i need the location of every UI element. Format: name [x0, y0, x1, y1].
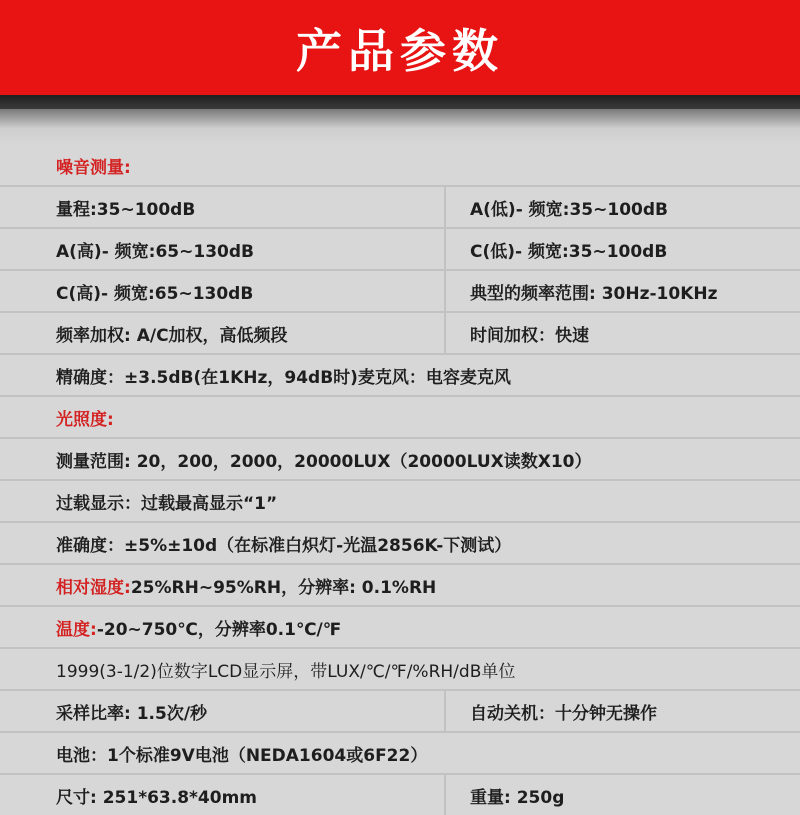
value-temperature: -20~750℃，分辨率0.1℃/℉ [96, 619, 342, 640]
spec-temperature [0, 607, 800, 647]
spec-weight: 重量: 250g [470, 787, 565, 808]
spec-frequency-range: 典型的频率范围: 30Hz-10KHz [470, 283, 718, 304]
table-row [0, 607, 800, 649]
header-shadow [0, 109, 800, 145]
spec-a-high-bandwidth: A(高)- 频宽:65~130dB [0, 229, 446, 269]
spec-overload-display: 过载显示：过载最高显示“1” [56, 493, 278, 514]
section-label-noise: 噪音测量: [56, 157, 131, 178]
table-row [0, 733, 800, 775]
table-row [0, 439, 800, 481]
table-row [0, 649, 800, 691]
table-row [0, 187, 800, 229]
table-row [0, 523, 800, 565]
page-title: 产品参数 [296, 23, 504, 78]
table-row [0, 271, 800, 313]
table-row [0, 775, 800, 815]
spec-c-low-bandwidth: C(低)- 频宽:35~100dB [470, 241, 668, 262]
section-illuminance [0, 397, 800, 439]
spec-c-high-bandwidth: C(高)- 频宽:65~130dB [0, 271, 446, 311]
label-humidity: 相对湿度: [56, 577, 131, 598]
spec-humidity [0, 565, 800, 605]
spec-dimensions: 尺寸: 251*63.8*40mm [0, 775, 446, 815]
header-divider [0, 95, 800, 109]
spec-time-weighting: 时间加权：快速 [470, 325, 589, 346]
spec-accuracy-microphone: 精确度：±3.5dB(在1KHz，94dB时)麦克风：电容麦克风 [56, 367, 511, 388]
table-row [0, 313, 800, 355]
spec-table [0, 145, 800, 815]
table-row [0, 565, 800, 607]
spec-a-low-bandwidth: A(低)- 频宽:35~100dB [470, 199, 668, 220]
spec-lux-accuracy: 准确度：±5%±10d（在标准白炽灯-光温2856K-下测试） [56, 535, 512, 556]
spec-sampling-rate: 采样比率: 1.5次/秒 [0, 691, 446, 731]
section-label-illuminance: 光照度: [56, 409, 114, 430]
section-noise [0, 145, 800, 187]
table-row [0, 355, 800, 397]
spec-range: 量程:35~100dB [0, 187, 446, 227]
value-humidity: 25%RH~95%RH，分辨率: 0.1%RH [130, 577, 437, 598]
spec-lux-range: 测量范围: 20，200，2000，20000LUX（20000LUX读数X10） [56, 451, 592, 472]
table-row [0, 481, 800, 523]
label-temperature: 温度: [56, 619, 97, 640]
table-row [0, 229, 800, 271]
spec-frequency-weighting: 频率加权: A/C加权，高低频段 [0, 313, 446, 353]
table-row [0, 691, 800, 733]
spec-display: 1999(3-1/2)位数字LCD显示屏，带LUX/℃/℉/%RH/dB单位 [56, 661, 516, 682]
spec-battery: 电池：1个标准9V电池（NEDA1604或6F22） [56, 745, 428, 766]
spec-auto-power-off: 自动关机：十分钟无操作 [470, 703, 657, 724]
header-banner [0, 0, 800, 95]
